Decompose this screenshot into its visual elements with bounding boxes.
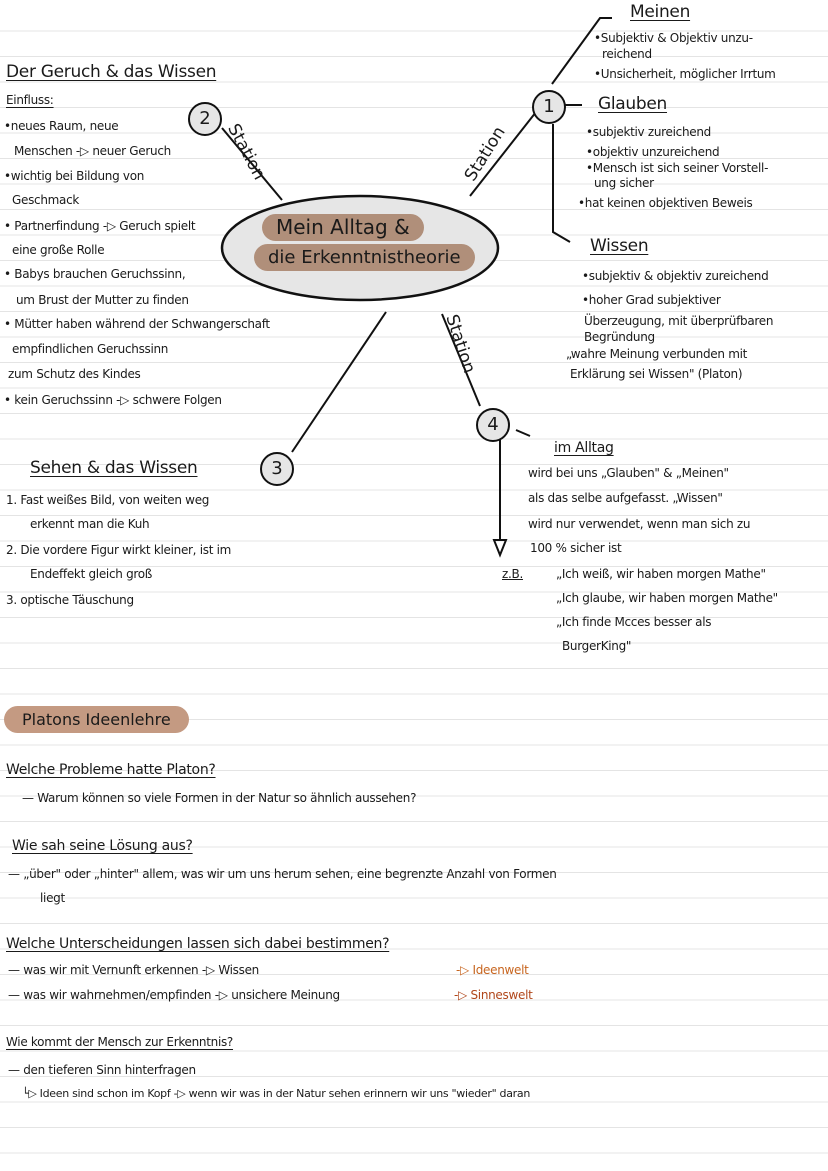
list-item: reichend	[602, 47, 652, 61]
question-heading: Wie sah seine Lösung aus?	[12, 838, 193, 854]
question-heading: Welche Unterscheidungen lassen sich dabei bestimmen?	[6, 936, 390, 952]
glauben-title: Glauben	[598, 94, 668, 114]
station-label-4: Station	[441, 312, 480, 376]
list-item: •subjektiv zureichend	[586, 125, 711, 139]
answer-line: — was wir mit Vernunft erkennen -▷ Wissen	[8, 963, 259, 977]
example-label: z.B.	[502, 567, 523, 581]
list-item: •hat keinen objektiven Beweis	[578, 196, 753, 210]
wissen-title: Wissen	[590, 236, 649, 256]
platon-title: Platons Ideenlehre	[4, 706, 189, 733]
question-heading: Wie kommt der Mensch zur Erkenntnis?	[6, 1035, 234, 1049]
list-item: wird nur verwendet, wenn man sich zu	[528, 517, 751, 531]
list-item: 3. optische Täuschung	[6, 593, 134, 607]
list-item: • kein Geruchssinn -▷ schwere Folgen	[4, 393, 222, 407]
list-item: •Subjektiv & Objektiv unzu-	[594, 31, 753, 45]
list-item: 2. Die vordere Figur wirkt kleiner, ist im	[6, 543, 232, 557]
list-item: „Ich finde Mcces besser als	[556, 615, 712, 629]
list-item: ung sicher	[594, 176, 654, 190]
list-item: 100 % sicher ist	[530, 541, 622, 555]
list-item: •Unsicherheit, möglicher Irrtum	[594, 67, 776, 81]
list-item: Überzeugung, mit überprüfbaren	[584, 314, 774, 328]
list-item: Erklärung sei Wissen" (Platon)	[570, 367, 743, 381]
list-item: eine große Rolle	[12, 243, 105, 257]
alltag-title: im Alltag	[554, 440, 614, 456]
answer-line: └▷ Ideen sind schon im Kopf -▷ wenn wir was in der Natur sehen erinnern wir uns "wieder" daran	[22, 1087, 531, 1100]
geruch-subtitle: Einfluss:	[6, 93, 54, 107]
answer-line: — „über" oder „hinter" allem, was wir um uns herum sehen, eine begrenzte Anzahl von Formen	[8, 867, 557, 881]
center-title-line1: Mein Alltag &	[262, 214, 424, 241]
station-1-marker: 1	[532, 90, 566, 124]
center-title-line2: die Erkenntnistheorie	[254, 244, 475, 271]
station-label-1: Station	[460, 123, 510, 185]
answer-line: — den tieferen Sinn hinterfragen	[8, 1063, 196, 1077]
list-item: um Brust der Mutter zu finden	[16, 293, 189, 307]
list-item: •Mensch ist sich seiner Vorstell-	[586, 161, 769, 175]
ideenwelt-label: -▷ Ideenwelt	[456, 963, 529, 977]
list-item: erkennt man die Kuh	[30, 517, 150, 531]
list-item: •hoher Grad subjektiver	[582, 293, 721, 307]
station-3-marker: 3	[260, 452, 294, 486]
list-item: Menschen -▷ neuer Geruch	[14, 144, 171, 158]
list-item: „wahre Meinung verbunden mit	[566, 347, 748, 361]
list-item: zum Schutz des Kindes	[8, 367, 141, 381]
answer-line: — was wir wahrnehmen/empfinden -▷ unsichere Meinung	[8, 988, 340, 1002]
sinneswelt-label: -▷ Sinneswelt	[454, 988, 533, 1002]
list-item: •subjektiv & objektiv zureichend	[582, 269, 769, 283]
list-item: • Mütter haben während der Schwangerschaft	[4, 317, 270, 331]
list-item: empfindlichen Geruchssinn	[12, 342, 169, 356]
list-item: Geschmack	[12, 193, 80, 207]
list-item: 1. Fast weißes Bild, von weiten weg	[6, 493, 210, 507]
meinen-title: Meinen	[630, 2, 691, 22]
list-item: „Ich glaube, wir haben morgen Mathe"	[556, 591, 778, 605]
list-item: als das selbe aufgefasst. „Wissen"	[528, 491, 723, 505]
list-item: • Partnerfindung -▷ Geruch spielt	[4, 219, 196, 233]
list-item: BurgerKing"	[562, 639, 632, 653]
list-item: •wichtig bei Bildung von	[4, 169, 145, 183]
station-2-marker: 2	[188, 102, 222, 136]
list-item: • Babys brauchen Geruchssinn,	[4, 267, 186, 281]
list-item: •objektiv unzureichend	[586, 145, 720, 159]
question-heading: Welche Probleme hatte Platon?	[6, 762, 216, 778]
list-item: Begründung	[584, 330, 655, 344]
list-item: wird bei uns „Glauben" & „Meinen"	[528, 466, 729, 480]
sehen-title: Sehen & das Wissen	[30, 458, 198, 478]
station-4-marker: 4	[476, 408, 510, 442]
answer-line: — Warum können so viele Formen in der Natur so ähnlich aussehen?	[22, 791, 417, 805]
list-item: Endeffekt gleich groß	[30, 567, 153, 581]
answer-line: liegt	[40, 891, 65, 905]
list-item: •neues Raum, neue	[4, 119, 119, 133]
station-label-2: Station	[223, 120, 270, 184]
list-item: „Ich weiß, wir haben morgen Mathe"	[556, 567, 766, 581]
geruch-title: Der Geruch & das Wissen	[6, 62, 217, 82]
